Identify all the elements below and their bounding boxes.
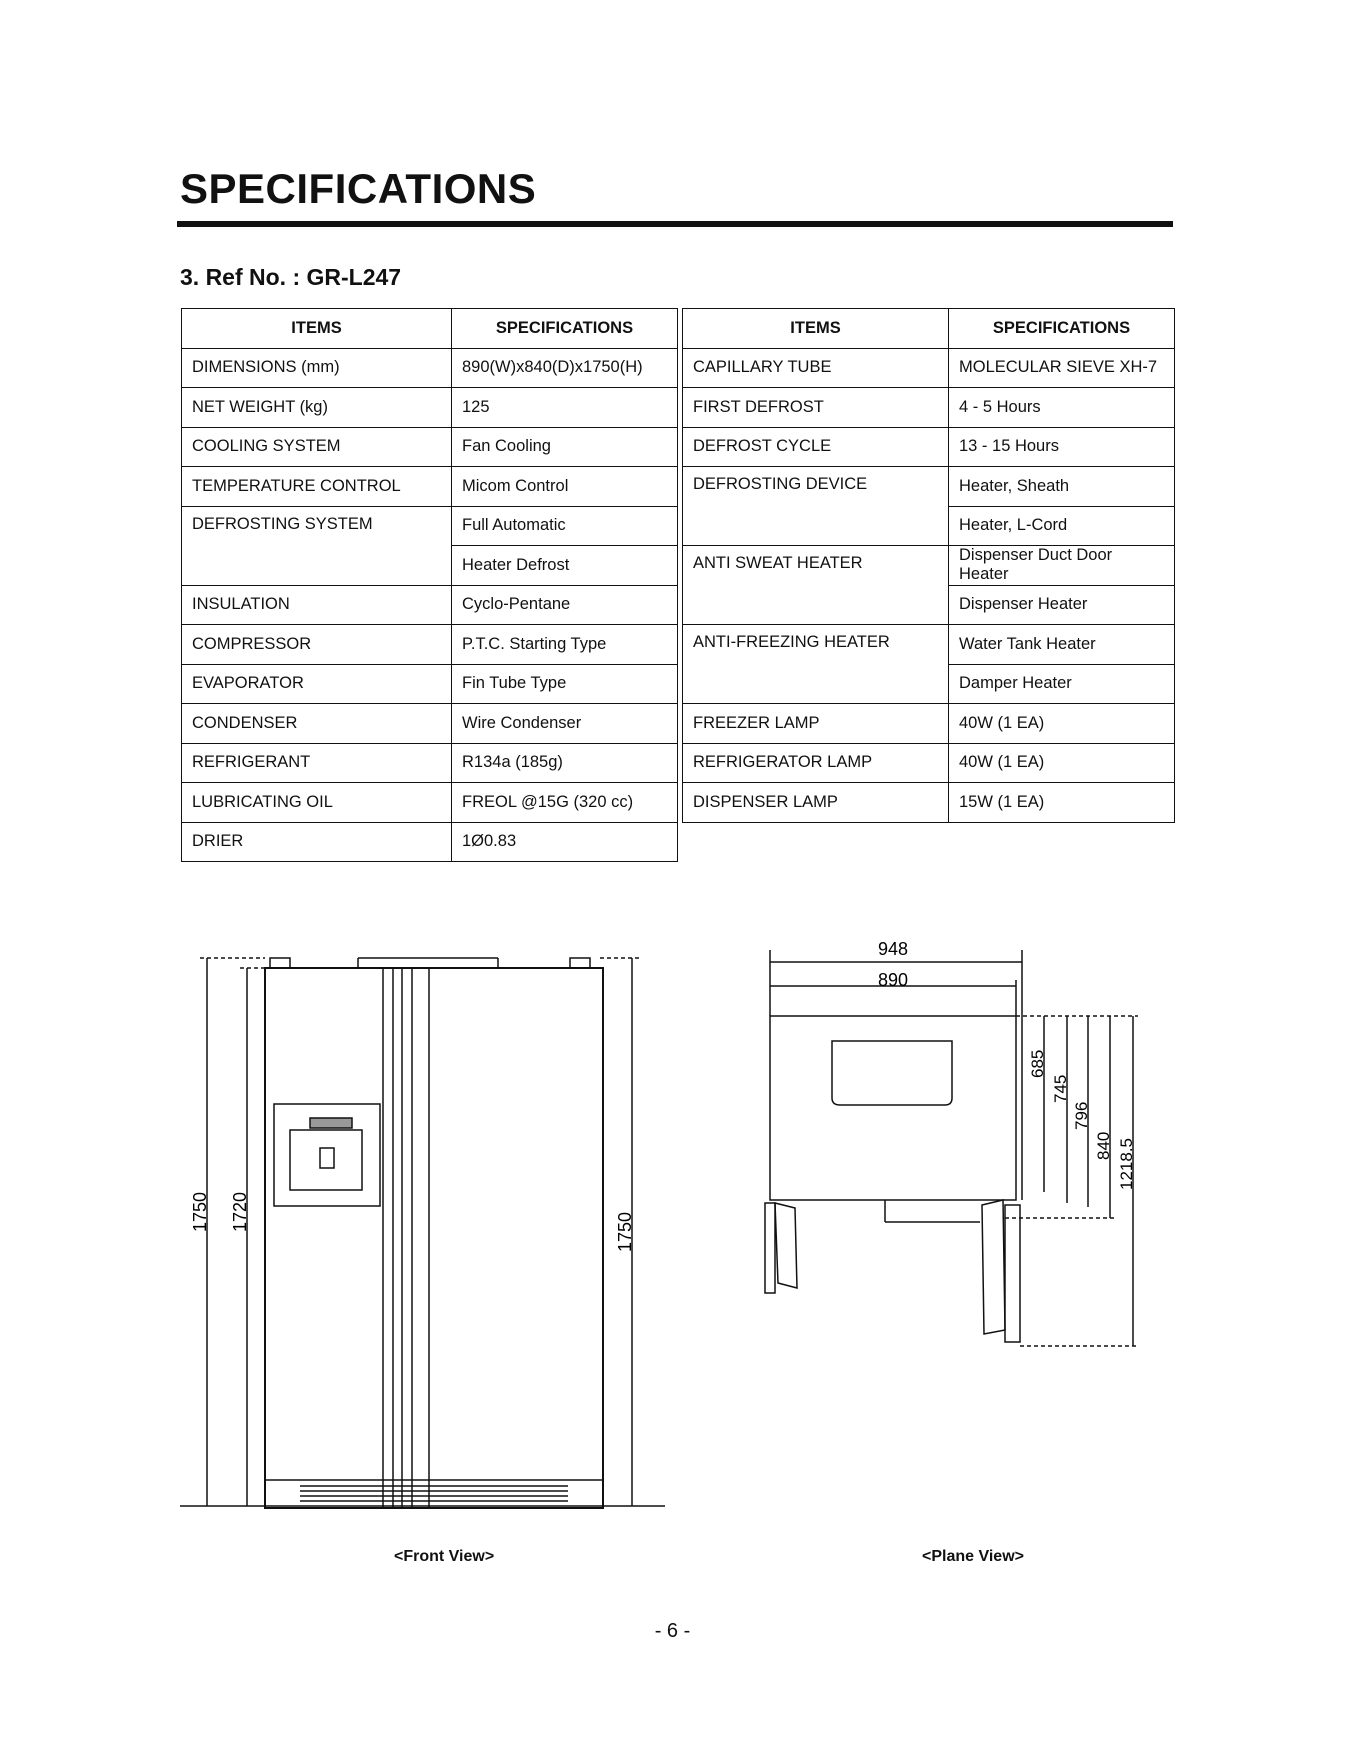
item-cell: DIMENSIONS (mm)	[182, 348, 452, 388]
item-cell: DEFROSTING SYSTEM	[182, 506, 452, 585]
ref-number: 3. Ref No. : GR-L247	[180, 264, 402, 290]
item-cell: INSULATION	[182, 585, 452, 625]
spec-cell: Dispenser Duct Door Heater	[949, 546, 1175, 586]
item-cell: NET WEIGHT (kg)	[182, 388, 452, 428]
dim-label: 840	[1094, 1131, 1113, 1160]
item-cell: TEMPERATURE CONTROL	[182, 467, 452, 507]
page-number: - 6 -	[654, 1620, 691, 1642]
spec-cell: MOLECULAR SIEVE XH-7	[949, 348, 1175, 388]
column-header: SPECIFICATIONS	[452, 309, 678, 349]
front-view-caption: <Front View>	[394, 1548, 495, 1565]
spec-cell: Damper Heater	[949, 664, 1175, 704]
dim-label: 890	[878, 970, 909, 990]
spec-cell: Heater Defrost	[452, 546, 678, 586]
spec-cell: Water Tank Heater	[949, 625, 1175, 665]
item-cell: EVAPORATOR	[182, 664, 452, 704]
dim-label: 745	[1051, 1074, 1070, 1103]
column-header: ITEMS	[182, 309, 452, 349]
item-cell: LUBRICATING OIL	[182, 783, 452, 823]
front-view-drawing	[180, 958, 665, 1508]
spec-cell: 40W (1 EA)	[949, 704, 1175, 744]
column-header: ITEMS	[683, 309, 949, 349]
spec-cell: 1Ø0.83	[452, 822, 678, 862]
item-cell: DEFROST CYCLE	[683, 427, 949, 467]
spec-cell: Wire Condenser	[452, 704, 678, 744]
page-title: SPECIFICATIONS	[180, 165, 537, 212]
spec-cell: Cyclo-Pentane	[452, 585, 678, 625]
spec-cell: 125	[452, 388, 678, 428]
spec-cell: 4 - 5 Hours	[949, 388, 1175, 428]
spec-cell: Fan Cooling	[452, 427, 678, 467]
spec-cell: Heater, L-Cord	[949, 506, 1175, 546]
item-cell: REFRIGERANT	[182, 743, 452, 783]
spec-cell: Fin Tube Type	[452, 664, 678, 704]
spec-cell: Dispenser Heater	[949, 585, 1175, 625]
item-cell: REFRIGERATOR LAMP	[683, 743, 949, 783]
item-cell: FREEZER LAMP	[683, 704, 949, 744]
item-cell: CONDENSER	[182, 704, 452, 744]
dim-label: 1750	[615, 1211, 635, 1252]
item-cell: ANTI-FREEZING HEATER	[683, 625, 949, 704]
column-header: SPECIFICATIONS	[949, 309, 1175, 349]
dim-label: 1720	[230, 1191, 250, 1232]
dim-label: 796	[1072, 1101, 1091, 1130]
item-cell: FIRST DEFROST	[683, 388, 949, 428]
spec-cell: R134a (185g)	[452, 743, 678, 783]
item-cell: CAPILLARY TUBE	[683, 348, 949, 388]
plane-view-drawing	[765, 950, 1138, 1346]
spec-cell: 40W (1 EA)	[949, 743, 1175, 783]
plane-view-caption: <Plane View>	[922, 1548, 1024, 1565]
dim-label: 948	[878, 939, 909, 959]
spec-cell: Full Automatic	[452, 506, 678, 546]
item-cell: ANTI SWEAT HEATER	[683, 546, 949, 625]
spec-cell: FREOL @15G (320 cc)	[452, 783, 678, 823]
dim-label: 685	[1028, 1049, 1047, 1078]
item-cell: DRIER	[182, 822, 452, 862]
spec-cell: Heater, Sheath	[949, 467, 1175, 507]
dim-label: 1750	[190, 1191, 210, 1232]
item-cell: COOLING SYSTEM	[182, 427, 452, 467]
spec-cell: 15W (1 EA)	[949, 783, 1175, 823]
spec-cell: P.T.C. Starting Type	[452, 625, 678, 665]
dim-label: 1218.5	[1117, 1138, 1136, 1190]
spec-cell: 890(W)x840(D)x1750(H)	[452, 348, 678, 388]
spec-cell: Micom Control	[452, 467, 678, 507]
item-cell: DEFROSTING DEVICE	[683, 467, 949, 546]
item-cell: COMPRESSOR	[182, 625, 452, 665]
spec-cell: 13 - 15 Hours	[949, 427, 1175, 467]
item-cell: DISPENSER LAMP	[683, 783, 949, 823]
